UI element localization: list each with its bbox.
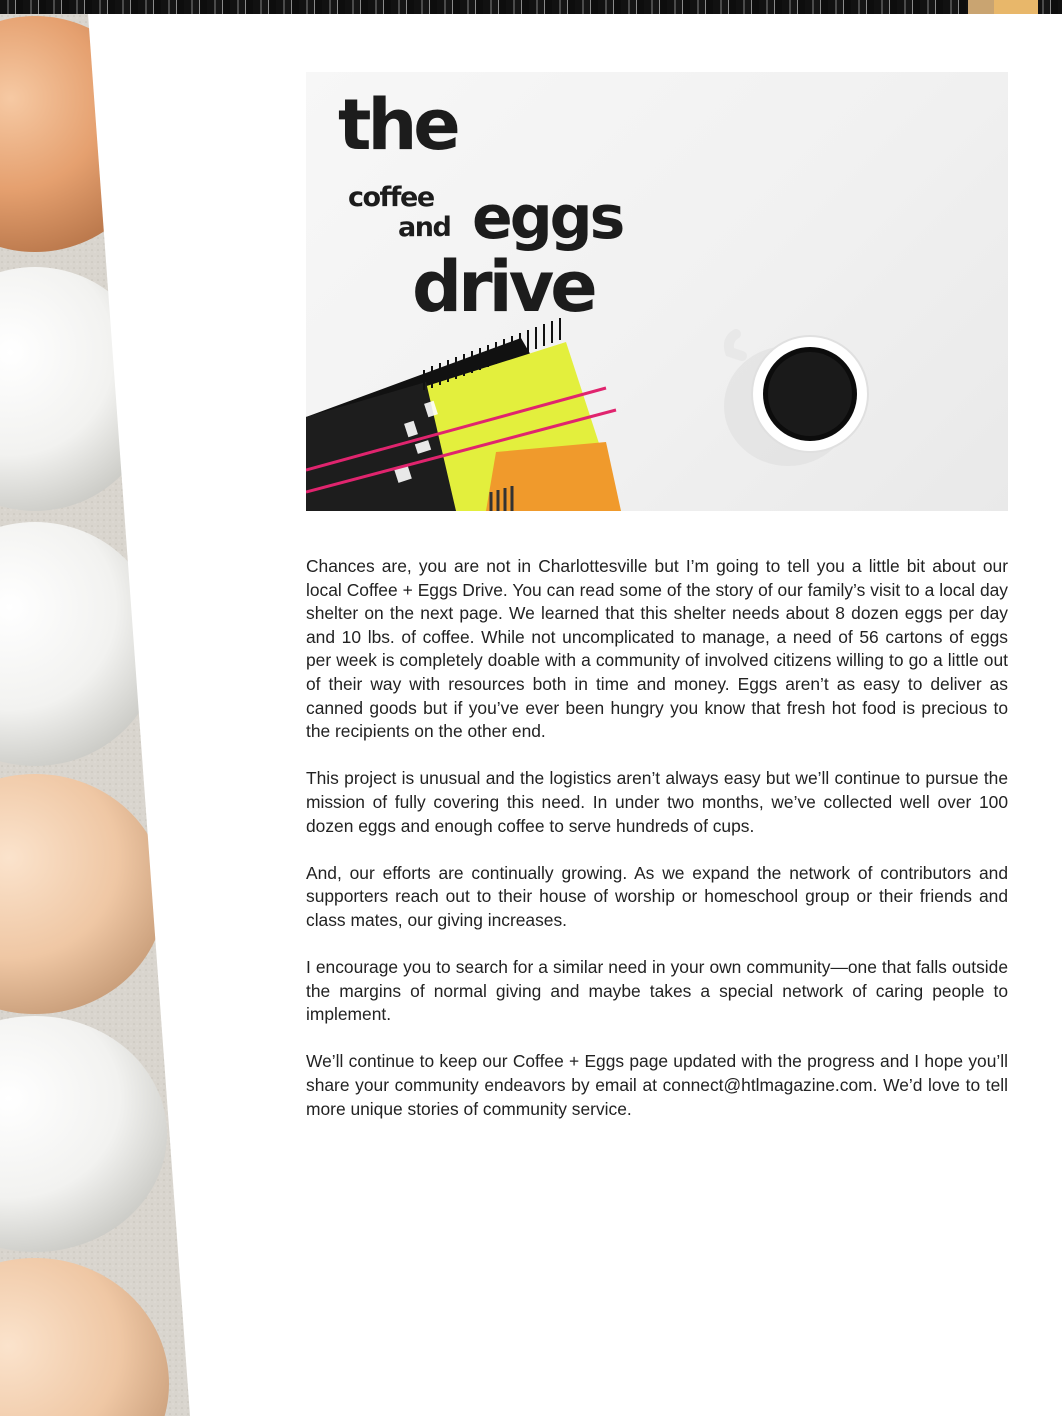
coffee-cup-icon — [724, 334, 868, 466]
logo-word-the: the — [338, 84, 457, 166]
strip-tan-block — [968, 0, 994, 14]
logo-word-coffee: coffee — [348, 182, 434, 213]
article-paragraph: Chances are, you are not in Charlottesville but I’m going to tell you a little bit about our local Coffee + Eggs Drive. You can read some of the story of our family’s visit to a local day shelter on the next page. We learned that this shelter needs about 8 dozen eggs per day and 10 lbs. of coffee. While not uncomplicated to manage, a need of 56 cartons of eggs per week is completely doable with a community of involved citizens willing to go a little out of their way with resources both in time and money. Eggs aren’t as easy to deliver as canned goods but if you’ve ever been hungry you know that fresh hot food is precious to the recipients on the other end. — [306, 556, 1008, 742]
article-body — [306, 555, 1008, 1145]
egg-carton-photo — [0, 14, 200, 1416]
hero-image — [306, 72, 1008, 511]
logo-word-drive: drive — [412, 246, 594, 328]
article-paragraph: And, our efforts are continually growing. As we expand the network of contributors and supporters reach out to their house of worship or homeschool group or their friends and class mates, our giving increases. — [306, 862, 1008, 930]
graphic-collage — [306, 318, 621, 511]
logo-word-eggs: eggs — [472, 183, 623, 253]
article-paragraph: This project is unusual and the logistics aren’t always easy but we’ll continue to pursue the mission of fully covering this need. In under two months, we’ve collected well over 100 dozen eggs and enough coffee to serve hundreds of cups. — [306, 768, 1008, 836]
top-decorative-strip — [0, 0, 1062, 14]
logo-word-and: and — [398, 212, 451, 243]
strip-gold-block — [994, 0, 1038, 14]
article-paragraph: I encourage you to search for a similar need in your own community—one that falls outside the margins of normal giving and maybe takes a special network of caring people to implement. — [306, 957, 1008, 1025]
article-paragraph: We’ll continue to keep our Coffee + Eggs page updated with the progress and I hope you’ll share your community endeavors by email at connect@htlmagazine.com. We’d love to tell more unique stories of community service. — [306, 1051, 1008, 1119]
